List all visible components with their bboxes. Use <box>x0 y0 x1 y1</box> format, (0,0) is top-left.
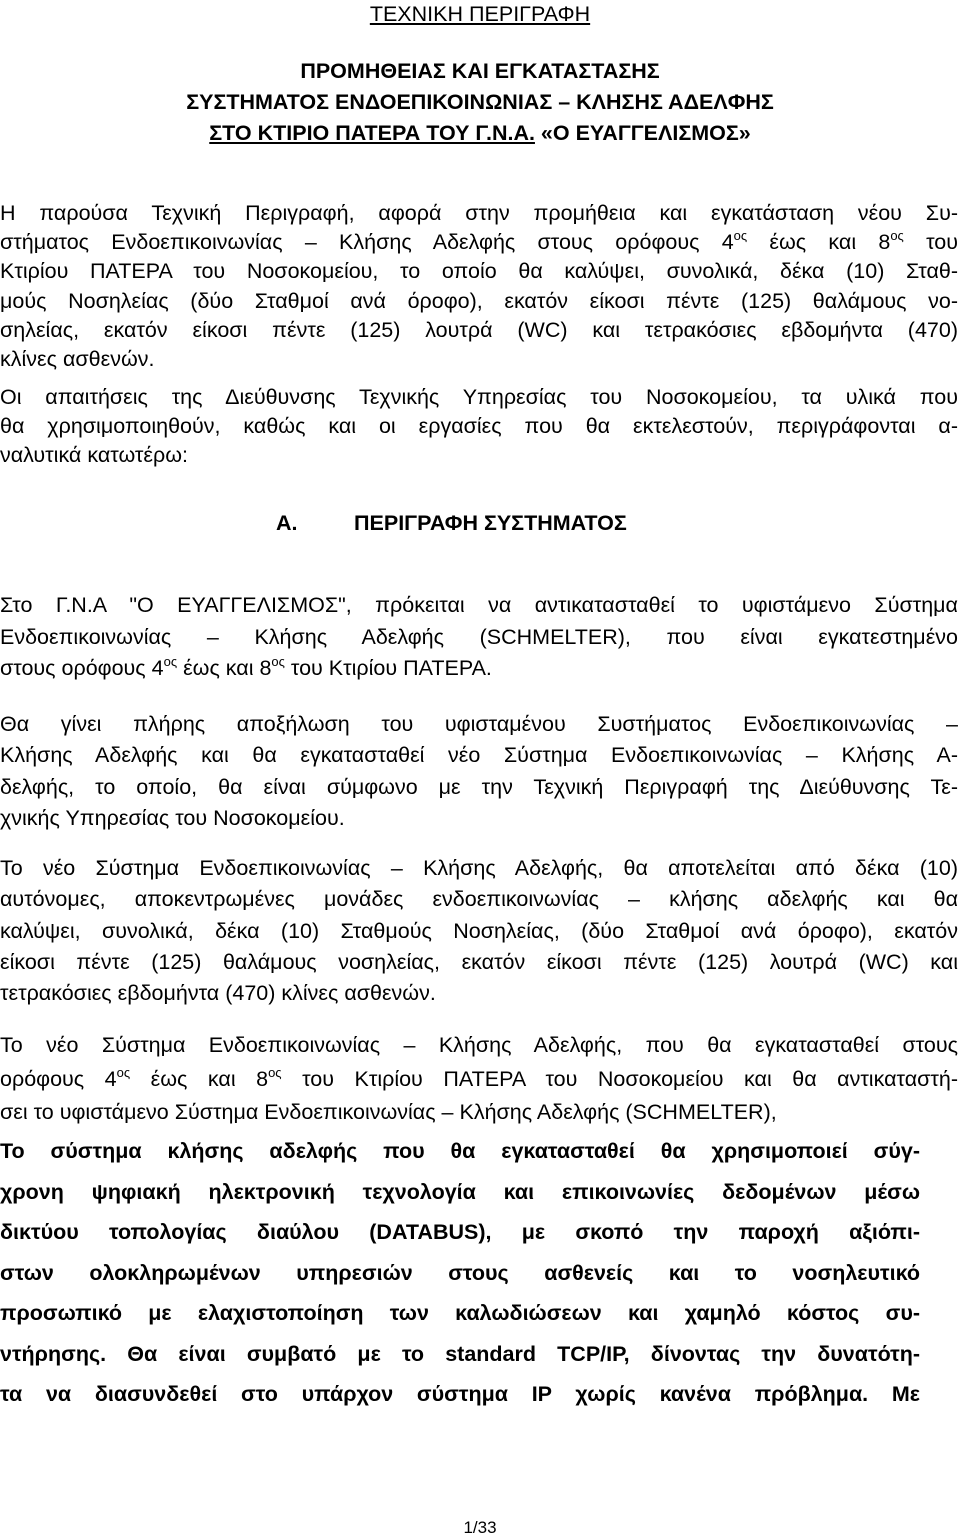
text-fragment: έως και 8 <box>747 230 891 255</box>
heading-line-2: ΣΥΣΤΗΜΑΤΟΣ ΕΝΔΟΕΠΙΚΟΙΝΩΝΙΑΣ – ΚΛΗΣΗΣ ΑΔΕΛΦΗΣ <box>186 90 774 114</box>
text-line: είκοσι πέντε (125) θαλάμους νοσηλείας, εκατόν είκοσι πέντε (125) λουτρά (WC) και <box>0 949 958 974</box>
text-line: αυτόνομες, αποκεντρωμένες μονάδες ενδοεπικοινωνίας – κλήσης αδελφής και θα <box>0 887 958 912</box>
text-line: Οι απαιτήσεις της Διεύθυνσης Τεχνικής Υπηρεσίας του Νοσοκομείου, τα υλικά που <box>0 385 958 409</box>
ordinal-superscript: ος <box>271 654 285 669</box>
text-line: Κτιρίου ΠΑΤΕΡΑ του Νοσοκομείου, το οποίο θα καλύψει, συνολικά, δέκα (10) Σταθ- <box>0 259 958 284</box>
text-line: Κλήσης Αδελφής και θα εγκατασταθεί νέο Σύστημα Ενδοεπικοινωνίας – Κλήσης Α- <box>0 743 958 768</box>
text-line: σει το υφιστάμενο Σύστημα Ενδοεπικοινωνίας – Κλήσης Αδελφής (SCHMELTER), <box>0 1100 777 1124</box>
ordinal-superscript: ος <box>116 1064 131 1080</box>
text-fragment: στήματος Ενδοεπικοινωνίας – Κλήσης Αδελφής στους ορόφους 4 <box>0 230 734 255</box>
paragraph-requirements <box>0 383 958 471</box>
text-fragment: του Κτιρίου ΠΑΤΕΡΑ του Νοσοκομείου και θα αντικαταστή- <box>281 1066 958 1091</box>
paragraph-technology <box>0 1131 920 1415</box>
text-line: δικτύου τοπολογίας διαύλου (DATABUS), με σκοπό την παροχή αξιόπι- <box>0 1220 920 1244</box>
text-line: δελφής, το οποίο, θα είναι σύμφωνο με την Τεχνική Περιγραφή της Διεύθυνσης Τε- <box>0 774 958 799</box>
ordinal-superscript: ος <box>890 228 904 244</box>
text-line: χνικής Υπηρεσίας του Νοσοκομείου. <box>0 805 345 830</box>
section-title: ΠΕΡΙΓΡΑΦΗ ΣΥΣΤΗΜΑΤΟΣ <box>354 511 627 535</box>
text-line: Η παρούσα Τεχνική Περιγραφή, αφορά στην προμήθεια και εγκατάσταση νέου Συ- <box>0 201 958 225</box>
text-line: στων ολοκληρωμένων υπηρεσιών στους ασθενείς και το νοσηλευτικό <box>0 1260 920 1285</box>
page-number: 1/33 <box>463 1518 497 1537</box>
text-line: Το νέο Σύστημα Ενδοεπικοινωνίας – Κλήσης Αδελφής, θα αποτελείται από δέκα (10) <box>0 856 958 880</box>
text-line: τετρακόσιες εβδομήντα (470) κλίνες ασθενών. <box>0 981 436 1006</box>
ordinal-superscript: ος <box>163 654 178 669</box>
text-fragment: ορόφους 4 <box>0 1066 117 1091</box>
document-heading <box>0 56 960 149</box>
text-line: καλύψει, συνολικά, δέκα (10) Σταθμούς Νοσηλείας, (δύο Σταθμοί ανά όροφο), εκατόν <box>0 918 958 943</box>
text-fragment: έως και 8 <box>130 1066 269 1091</box>
text-line: σηλείας, εκατόν είκοσι πέντε (125) λουτρά (WC) και τετρακόσιες εβδομήντα (470) <box>0 317 958 342</box>
text-line: ναλυτικά κατωτέρω: <box>0 443 188 468</box>
paragraph-replacement <box>0 590 958 685</box>
text-line: θα χρησιμοποιηθούν, καθώς και οι εργασίες που θα εκτελεστούν, περιγράφονται α- <box>0 414 958 439</box>
text-line: Στο Γ.Ν.Α "Ο ΕΥΑΓΓΕΛΙΣΜΟΣ", πρόκειται να αντικατασταθεί το υφιστάμενο Σύστημα <box>0 593 958 617</box>
text-line: ντήρησης. Θα είναι συμβατό με το standard TCP/IP, δίνοντας την δυνατότη- <box>0 1341 920 1366</box>
text-line: Το σύστημα κλήσης αδελφής που θα εγκατασταθεί θα χρησιμοποιεί σύγ- <box>0 1139 920 1163</box>
section-heading <box>276 508 627 538</box>
heading-line-3 <box>0 118 960 149</box>
text-line: Θα γίνει πλήρης αποξήλωση του υφισταμένου Συστήματος Ενδοεπικοινωνίας – <box>0 712 958 736</box>
text-line <box>0 228 958 257</box>
text-fragment: στους ορόφους 4 <box>0 656 164 680</box>
paragraph-intro <box>0 199 958 374</box>
ordinal-superscript: ος <box>268 1064 282 1080</box>
ordinal-superscript: ος <box>733 228 748 244</box>
text-fragment: του Κτιρίου ΠΑΤΕΡΑ. <box>284 656 492 680</box>
text-line: κλίνες ασθενών. <box>0 347 155 372</box>
text-line: τα να διασυνδεθεί στο υπάρχον σύστημα IP χωρίς κανένα πρόβλημα. Με <box>0 1382 920 1406</box>
text-line: Ενδοεπικοινωνίας – Κλήσης Αδελφής (SCHMELTER), που είναι εγκατεστημένο <box>0 624 958 649</box>
page-title: ΤΕΧΝΙΚΗ ΠΕΡΙΓΡΑΦΗ <box>369 2 591 26</box>
text-line: μούς Νοσηλείας (δύο Σταθμοί ανά όροφο), εκατόν είκοσι πέντε (125) θαλάμους νο- <box>0 288 958 313</box>
paragraph-new-system <box>0 853 958 1009</box>
text-line: Το νέο Σύστημα Ενδοεπικοινωνίας – Κλήσης Αδελφής, που θα εγκατασταθεί στους <box>0 1033 958 1057</box>
text-fragment: του <box>903 230 958 255</box>
section-number: Α. <box>276 511 298 535</box>
heading-line-3-name: «Ο ΕΥΑΓΓΕΛΙΣΜΟΣ» <box>534 121 751 145</box>
heading-line-1: ΠΡΟΜΗΘΕΙΑΣ ΚΑΙ ΕΓΚΑΤΑΣΤΑΣΗΣ <box>300 59 660 83</box>
text-fragment: έως και 8 <box>177 656 272 680</box>
paragraph-removal <box>0 709 958 834</box>
text-line: προσωπικό με ελαχιστοποίηση των καλωδιώσεων και χαμηλό κόστος συ- <box>0 1301 920 1325</box>
text-line <box>0 653 958 685</box>
text-line: χρονη ψηφιακή ηλεκτρονική τεχνολογία και επικοινωνίες δεδομένων μέσω <box>0 1179 920 1204</box>
heading-line-3-underlined: ΣΤΟ ΚΤΙΡΙΟ ΠΑΤΕΡΑ ΤΟΥ Γ.Ν.Α. <box>209 121 535 145</box>
paragraph-installation <box>0 1029 958 1130</box>
text-line <box>0 1063 958 1097</box>
